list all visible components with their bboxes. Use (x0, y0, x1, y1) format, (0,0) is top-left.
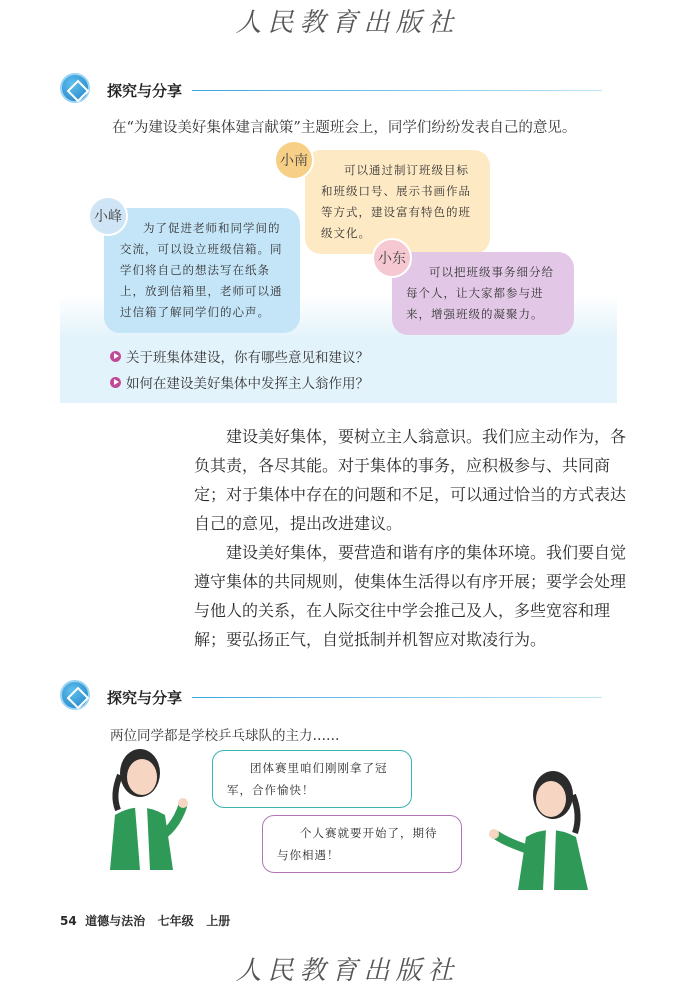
section-divider (192, 90, 602, 91)
explore-icon (60, 680, 90, 710)
student-girl-left-illustration (95, 745, 195, 870)
grade: 七年级 (157, 914, 194, 928)
play-bullet-icon (110, 351, 121, 362)
student-girl-right-illustration (488, 765, 603, 890)
page-number: 54 (60, 914, 77, 928)
name-badge-xiaonan: 小南 (274, 140, 314, 180)
speech-bubble-left: 团体赛里咱们刚刚拿了冠军，合作愉快！ (212, 750, 412, 808)
body-text (194, 422, 626, 654)
section-divider (192, 697, 602, 698)
paragraph: 建设美好集体，要树立主人翁意识。我们应主动作为，各负其责，各尽其能。对于集体的事务，应积极参与、共同商定；对于集体中存在的问题和不足，可以通过恰当的方式表达自己的意见，提出改进建议。 (194, 427, 627, 533)
paragraph: 建设美好集体，要营造和谐有序的集体环境。我们要自觉遵守集体的共同规则，使集体生活得以有序开展；要学会处理与他人的关系，在人际交往中学会推己及人，多些宽容和理解；要弘扬正气，自觉抵制并机智应对欺凌行为。 (194, 543, 627, 649)
name-badge-xiaodong: 小东 (372, 238, 412, 278)
question-1 (110, 346, 369, 366)
explore-icon (60, 73, 90, 103)
book-title: 道德与法治 (85, 914, 146, 928)
speech-bubble-xiaonan: 可以通过制订班级目标和班级口号、展示书画作品等方式，建设富有特色的班级文化。 (305, 150, 490, 254)
section-intro: 两位同学都是学校乒乓球队的主力…… (110, 728, 340, 744)
publisher-logo-bottom: 人民教育出版社 (235, 956, 460, 986)
speech-bubble-right: 个人赛就要开始了，期待与你相遇！ (262, 815, 462, 873)
page-footer (60, 912, 230, 929)
question-2 (110, 372, 369, 392)
speech-bubble-xiaofeng: 为了促进老师和同学间的交流，可以设立班级信箱。同学们将自己的想法写在纸条上，放到信箱里，老师可以通过信箱了解同学们的心声。 (104, 208, 300, 333)
question-text: 关于班集体建设，你有哪些意见和建议？ (126, 350, 369, 366)
name-badge-xiaofeng: 小峰 (88, 196, 128, 236)
play-bullet-icon (110, 377, 121, 388)
publisher-logo-top: 人民教育出版社 (235, 8, 460, 38)
section-title: 探究与分享 (107, 689, 183, 707)
section-intro: 在“为建设美好集体建言献策”主题班会上，同学们纷纷发表自己的意见。 (112, 120, 577, 136)
section-title: 探究与分享 (107, 82, 183, 100)
question-text: 如何在建设美好集体中发挥主人翁作用？ (126, 376, 369, 392)
speech-bubble-xiaodong: 可以把班级事务细分给每个人，让大家都参与进来，增强班级的凝聚力。 (392, 252, 574, 335)
volume: 上册 (206, 914, 231, 928)
